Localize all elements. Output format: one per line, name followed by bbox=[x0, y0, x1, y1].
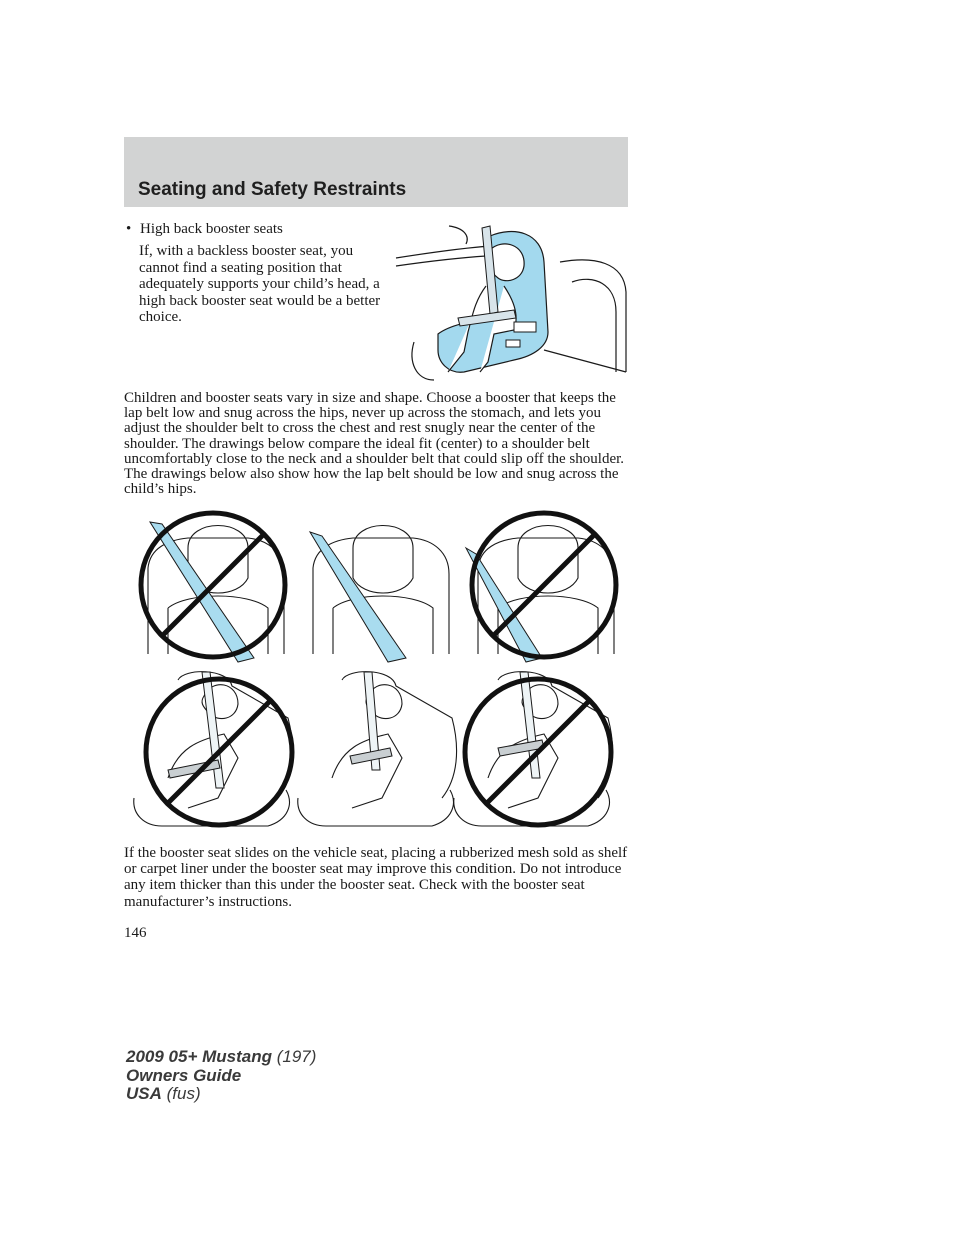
bullet-marker: • bbox=[126, 221, 132, 237]
footer-market-code: (fus) bbox=[166, 1084, 201, 1103]
high-back-booster-illustration bbox=[394, 222, 628, 384]
bullet-body-text: If, with a backless booster seat, you cannot find a seating position that adequately supports your child’s head, a high back booster seat would be a better choice. bbox=[139, 243, 381, 326]
footer-model: 2009 05+ Mustang bbox=[126, 1047, 272, 1066]
bullet-item bbox=[126, 221, 283, 238]
section-header bbox=[124, 137, 628, 207]
footer-guide: Owners Guide bbox=[126, 1065, 242, 1085]
footer-model-code: (197) bbox=[276, 1047, 317, 1066]
footer-market: USA bbox=[126, 1084, 162, 1103]
paragraph-booster-fit: Children and booster seats vary in size and shape. Choose a booster that keeps the lap belt low and snug across the hips, never up across the stomach, and lets you adjust the shoulder belt to cross the chest and rest snugly near the center of the shoulder. The drawings below compare the ideal fit (center) to a shoulder belt uncomfortably close to the neck and a shoulder belt that could slip off the shoulder. The drawings below also show how the lap belt should be low and snug across the child’s hips. bbox=[124, 390, 625, 498]
prohibited-icon bbox=[146, 679, 292, 825]
prohibited-icon bbox=[465, 679, 611, 825]
bullet-label: High back booster seats bbox=[140, 221, 283, 237]
belt-fit-comparison-illustration bbox=[128, 508, 624, 832]
page-number: 146 bbox=[124, 925, 147, 941]
paragraph-booster-sliding: If the booster seat slides on the vehicle seat, placing a rubberized mesh sold as shelf or carpet liner under the booster seat may improve this condition. Do not introduce any item thicker than this under the booster seat. Check with the booster seat manufacturer’s instructions. bbox=[124, 845, 628, 910]
section-title: Seating and Safety Restraints bbox=[138, 179, 407, 200]
document-footer bbox=[126, 1048, 316, 1104]
prohibited-icon bbox=[141, 513, 285, 657]
